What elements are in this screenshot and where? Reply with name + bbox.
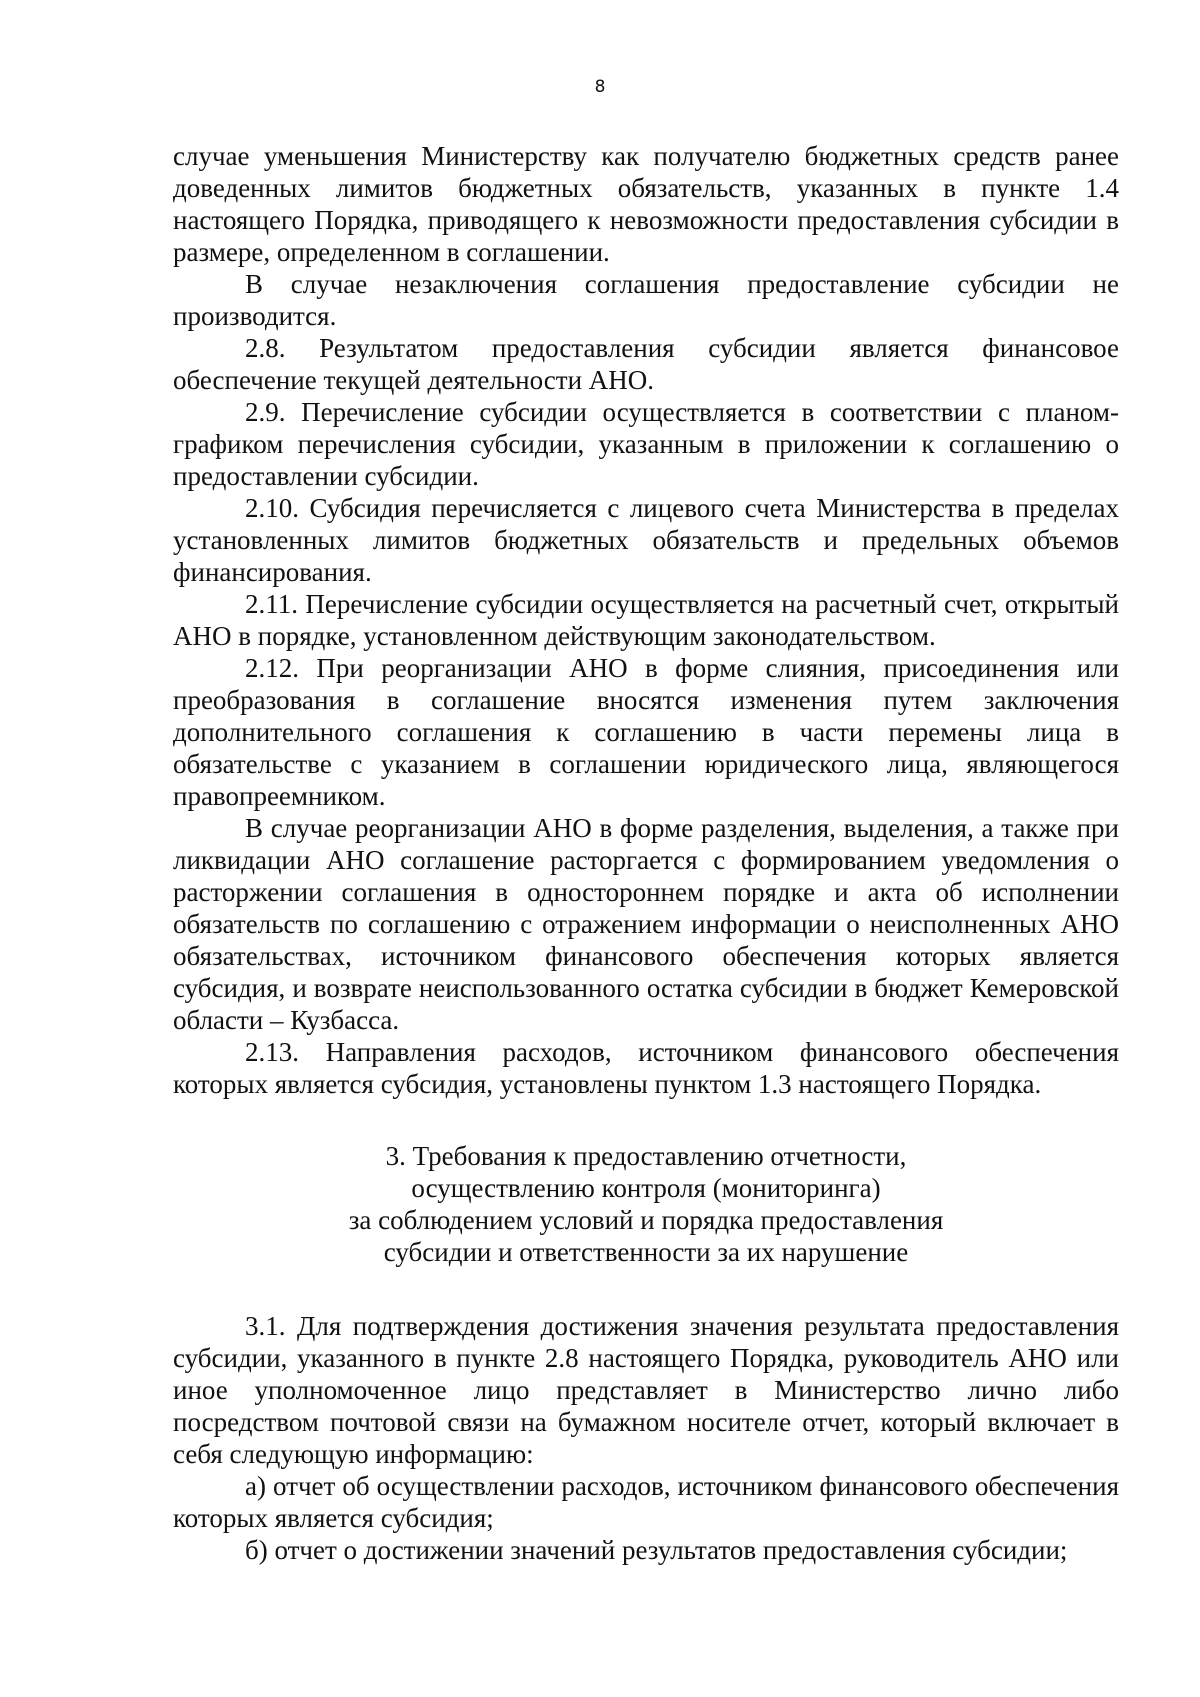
paragraph-2-11: 2.11. Перечисление субсидии осуществляется на расчетный счет, открытый АНО в порядке, установленном действующим законодательством. xyxy=(173,589,1119,651)
paragraph-item-b: б) отчет о достижении значений результатов предоставления субсидии; xyxy=(245,1535,1068,1565)
paragraph-2-8: 2.8. Результатом предоставления субсидии является финансовое обеспечение текущей деятельности АНО. xyxy=(173,333,1119,395)
paragraph-item-a: а) отчет об осуществлении расходов, источником финансового обеспечения которых является субсидия; xyxy=(173,1471,1119,1533)
section-heading-line: 3. Требования к предоставлению отчетности, xyxy=(385,1141,907,1171)
section-heading xyxy=(173,1140,1119,1268)
paragraph-2-10: 2.10. Субсидия перечисляется с лицевого счета Министерства в пределах установленных лимитов бюджетных обязательств и предельных объемов финансирования. xyxy=(173,493,1119,587)
paragraph-3-1: 3.1. Для подтверждения достижения значения результата предоставления субсидии, указанного в пункте 2.8 настоящего Порядка, руководитель АНО или иное уполномоченное лицо представляет в Министерство лично либо посредством почтовой связи на бумажном носителе отчет, который включает в себя следующую информацию: xyxy=(173,1311,1119,1469)
document-body xyxy=(173,140,1119,1566)
paragraph-continuation: случае уменьшения Министерству как получателю бюджетных средств ранее доведенных лимитов бюджетных обязательств, указанных в пункте 1.4 настоящего Порядка, приводящего к невозможности предоставления субсидии в размере, определенном в соглашении. xyxy=(173,141,1119,267)
paragraph-2-9: 2.9. Перечисление субсидии осуществляется в соответствии с планом-графиком перечисления субсидии, указанным в приложении к соглашению о предоставлении субсидии. xyxy=(173,397,1119,491)
section-heading-line: за соблюдением условий и порядка предоставления xyxy=(348,1205,944,1235)
section-heading-line: субсидии и ответственности за их нарушение xyxy=(383,1237,909,1267)
paragraph-2-13: 2.13. Направления расходов, источником финансового обеспечения которых является субсидия, установлены пунктом 1.3 настоящего Порядка. xyxy=(173,1037,1119,1099)
section-heading-line: осуществлению контроля (мониторинга) xyxy=(411,1173,881,1203)
page-number: 8 xyxy=(594,77,606,97)
paragraph-reorganization: В случае реорганизации АНО в форме разделения, выделения, а также при ликвидации АНО соглашение расторгается с формированием уведомления о расторжении соглашения в одностороннем порядке и акта об исполнении обязательств по соглашению с отражением информации о неисполненных АНО обязательствах, источником финансового обеспечения которых является субсидия, и возврате неиспользованного остатка субсидии в бюджет Кемеровской области – Кузбасса. xyxy=(173,813,1119,1035)
paragraph-2-12: 2.12. При реорганизации АНО в форме слияния, присоединения или преобразования в соглашение вносятся изменения путем заключения дополнительного соглашения к соглашению в части перемены лица в обязательстве с указанием в соглашении юридического лица, являющегося правопреемником. xyxy=(173,653,1119,811)
paragraph-no-agreement: В случае незаключения соглашения предоставление субсидии не производится. xyxy=(173,269,1119,331)
